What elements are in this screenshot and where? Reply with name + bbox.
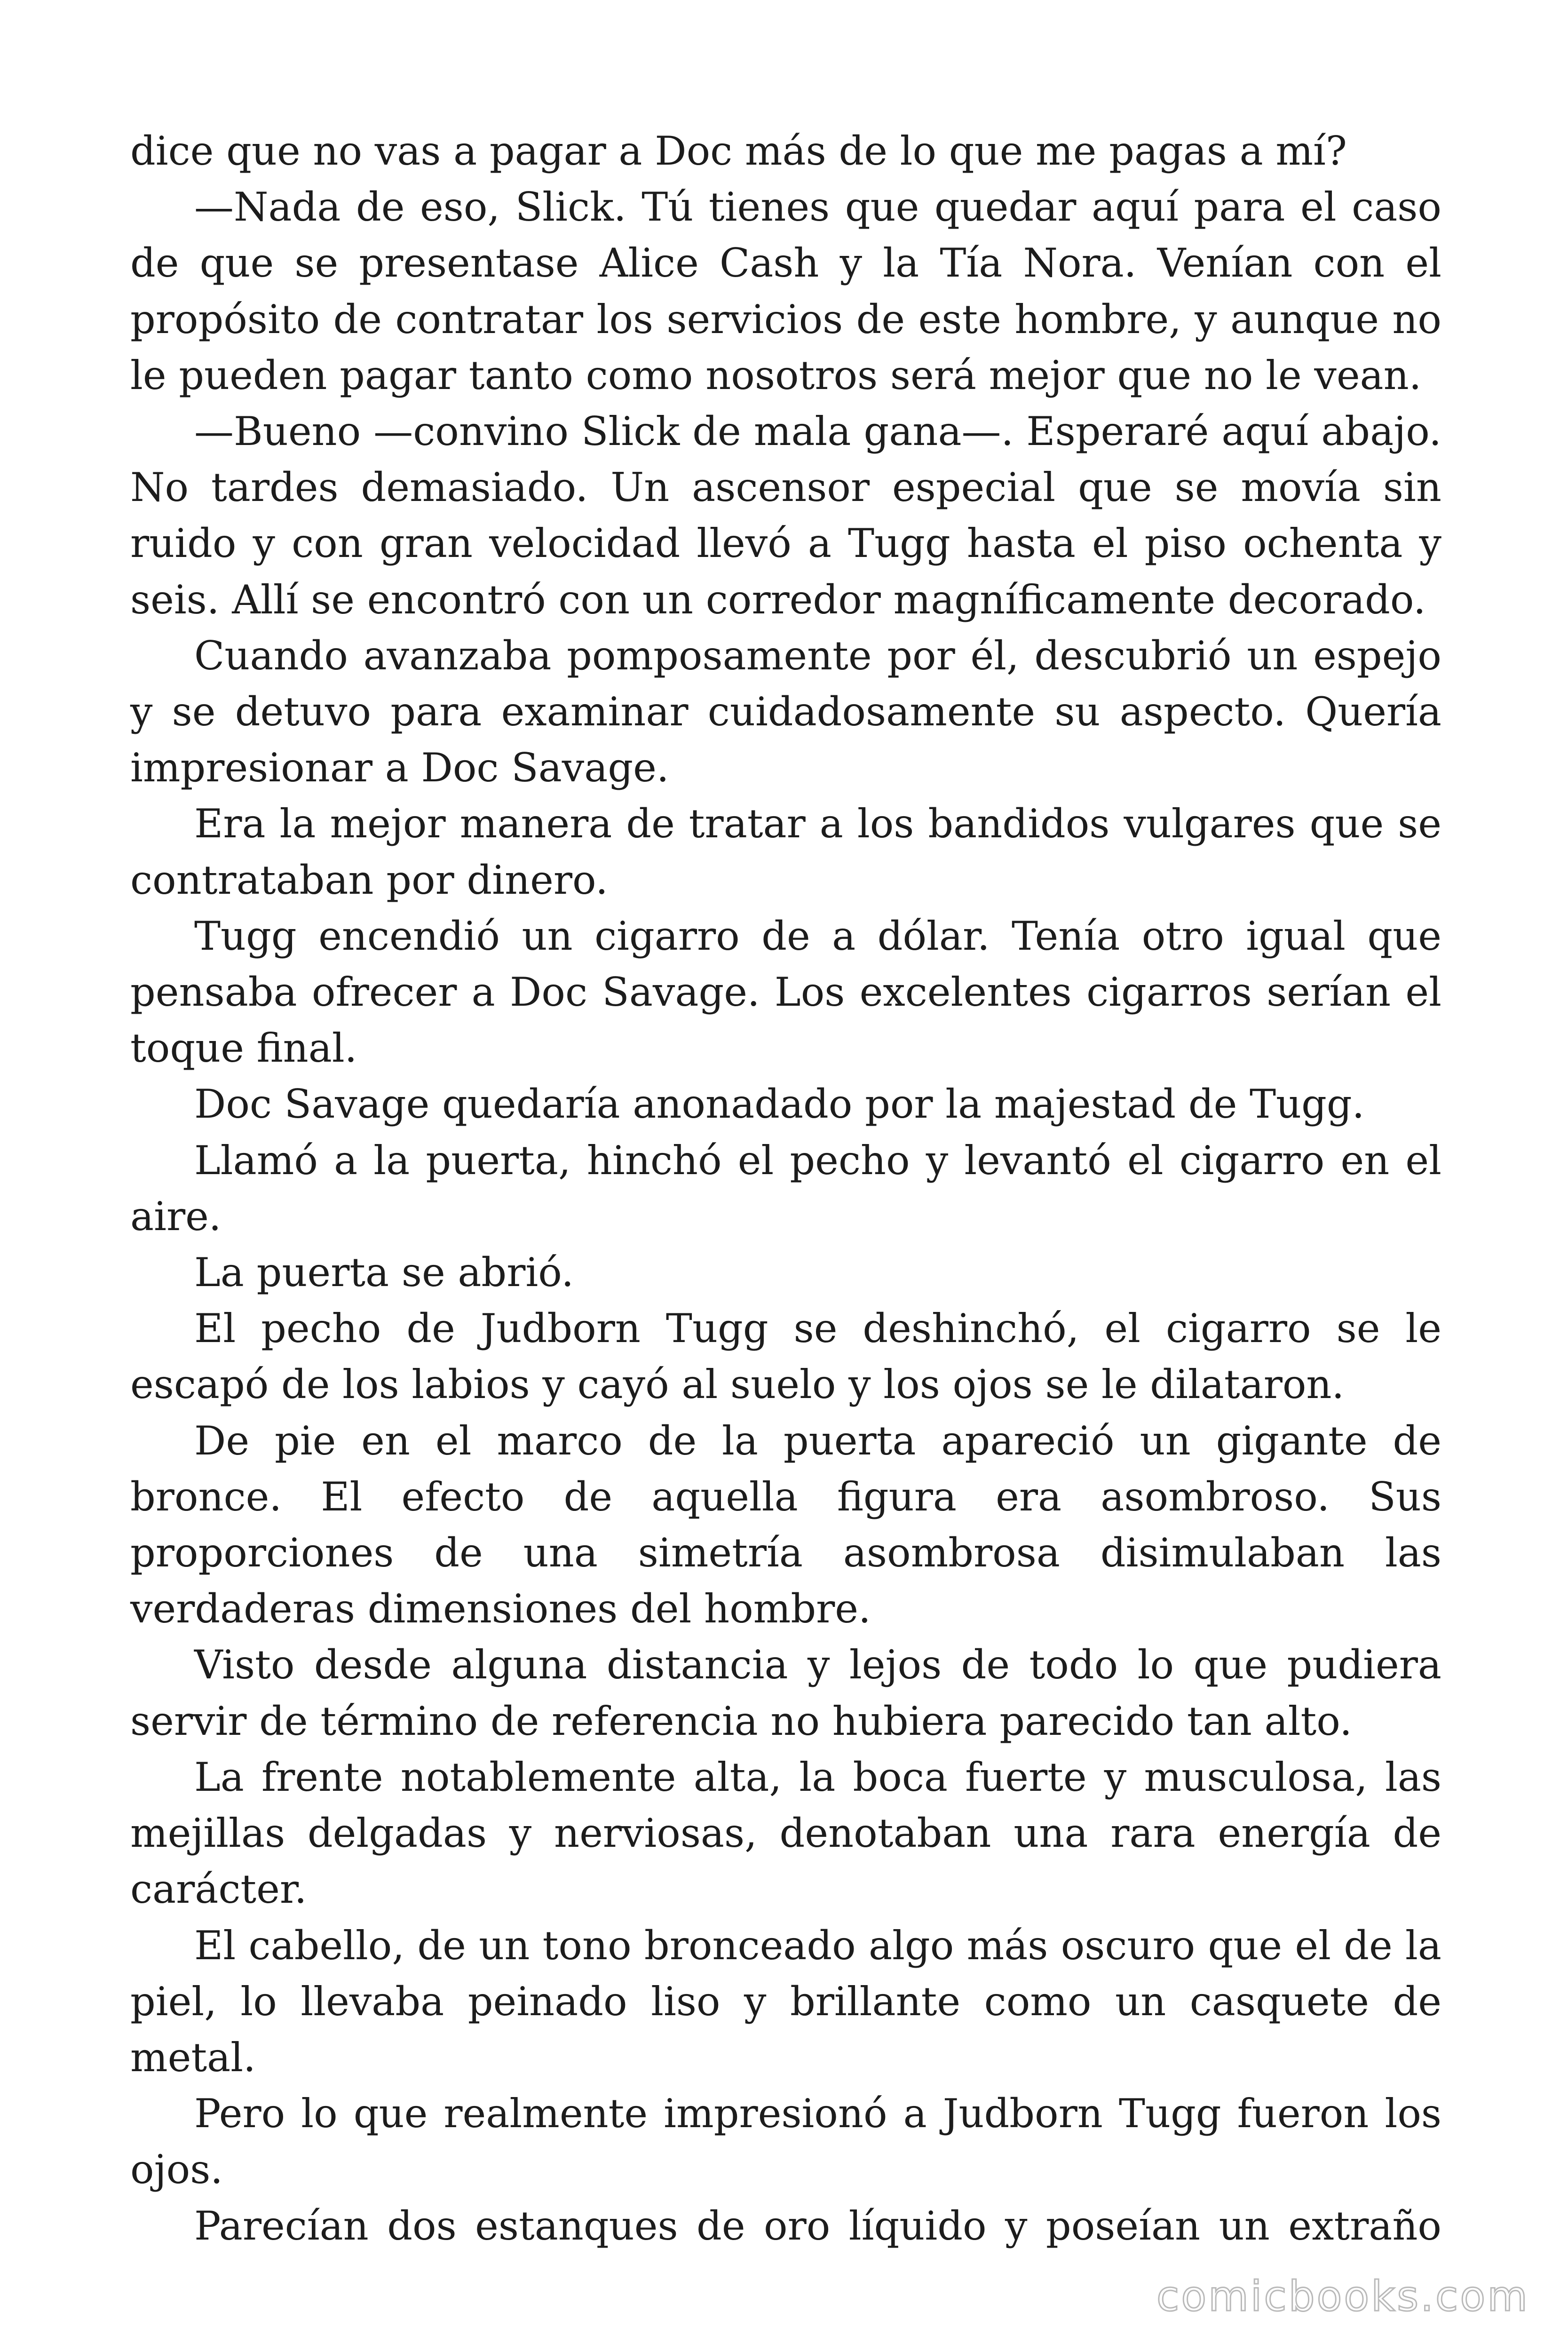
paragraph: —Bueno —convino Slick de mala gana—. Esperaré aquí abajo. No tardes demasiado. Un ascensor especial que se movía sin ruido y con gran velocidad llevó a Tugg hasta el piso ochenta y seis. Allí se encontró con un corredor magníficamente decorado. bbox=[130, 408, 1441, 623]
paragraph: Doc Savage quedaría anonadado por la majestad de Tugg. bbox=[194, 1081, 1365, 1128]
paragraph: Cuando avanzaba pomposamente por él, descubrió un espejo y se detuvo para examinar cuidadosamente su aspecto. Quería impresionar a Doc Savage. bbox=[130, 632, 1441, 791]
paragraph: —Nada de eso, Slick. Tú tienes que quedar aquí para el caso de que se presentase Alice Cash y la Tía Nora. Venían con el propósito de contratar los servicios de este hombre, y aunque no le pueden pagar tanto como nosotros será mejor que no le vean. bbox=[130, 184, 1441, 398]
paragraph: Parecían dos estanques de oro líquido y poseían un extraño bbox=[194, 2202, 1441, 2249]
paragraph: Tugg encendió un cigarro de a dólar. Tenía otro igual que pensaba ofrecer a Doc Savage. Los excelentes cigarros serían el toque final. bbox=[130, 913, 1441, 1072]
paragraph: De pie en el marco de la puerta apareció un gigante de bronce. El efecto de aquella figura era asombroso. Sus proporciones de una simetría asombrosa disimulaban las verdaderas dimensiones del hombre. bbox=[130, 1417, 1441, 1632]
paragraph: Visto desde alguna distancia y lejos de todo lo que pudiera servir de término de referencia no hubiera parecido tan alto. bbox=[130, 1642, 1441, 1744]
body-text bbox=[130, 123, 1441, 2254]
paragraph: Era la mejor manera de tratar a los bandidos vulgares que se contrataban por dinero. bbox=[130, 801, 1441, 903]
watermark: comicbooks.com bbox=[1156, 2272, 1529, 2320]
paragraph: Pero lo que realmente impresionó a Judborn Tugg fueron los ojos. bbox=[130, 2090, 1441, 2193]
paragraph: dice que no vas a pagar a Doc más de lo que me pagas a mí? bbox=[130, 128, 1347, 174]
paragraph: La puerta se abrió. bbox=[194, 1249, 574, 1296]
paragraph: El pecho de Judborn Tugg se deshinchó, el cigarro se le escapó de los labios y cayó al suelo y los ojos se le dilataron. bbox=[130, 1305, 1441, 1408]
paragraph: La frente notablemente alta, la boca fuerte y musculosa, las mejillas delgadas y nerviosas, denotaban una rara energía de carácter. bbox=[130, 1754, 1441, 1913]
paragraph: El cabello, de un tono bronceado algo más oscuro que el de la piel, lo llevaba peinado liso y brillante como un casquete de metal. bbox=[130, 1922, 1441, 2081]
paragraph: Llamó a la puerta, hinchó el pecho y levantó el cigarro en el aire. bbox=[130, 1137, 1441, 1240]
